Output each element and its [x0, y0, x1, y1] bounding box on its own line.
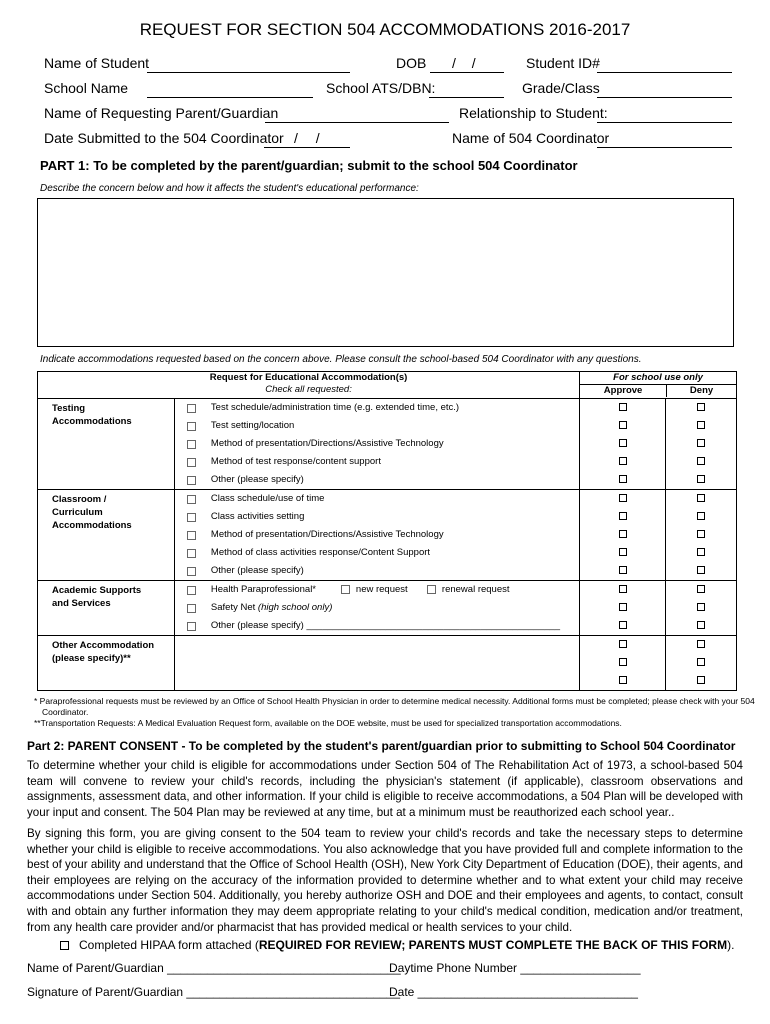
- request-checkbox[interactable]: [187, 476, 196, 485]
- date-submitted-label: Date Submitted to the 504 Coordinator: [44, 130, 284, 146]
- accommodation-item: [175, 490, 579, 508]
- approve-checkbox[interactable]: [619, 603, 627, 611]
- coordinator-label: Name of 504 Coordinator: [452, 130, 610, 146]
- request-checkbox[interactable]: [187, 531, 196, 540]
- deny-checkbox[interactable]: [697, 676, 705, 684]
- consent-paragraph-2: By signing this form, you are giving consent to the 504 team to review your child's records and take the necessary steps to determine whether your child is eligible to receive accommodations. You also acknowledge that you have provided full and complete information to the best of your ability and understand that the Office of School Health (OSH), New York City Department of Education (DOE), their agents, and their employees are relying on the accuracy of the information provided to determine whether and to what extent your child may receive accommodations under Section 504. Additionally, you hereby authorize OSH and DOE and their employees and agents, to contact, consult with and obtain any further information they may deem appropriate relating to your child's medical condition, medication and/or treatment, from any health care provider and/or pharmacist that has provided medical or health services to your child.: [27, 827, 743, 934]
- deny-checkbox[interactable]: [697, 621, 705, 629]
- request-checkbox[interactable]: [187, 495, 196, 504]
- deny-checkbox[interactable]: [697, 530, 705, 538]
- deny-checkbox[interactable]: [697, 457, 705, 465]
- request-checkbox[interactable]: [187, 604, 196, 613]
- dob-label: DOB: [396, 55, 427, 71]
- approve-cell: [580, 617, 665, 635]
- accommodations-table: [37, 371, 737, 691]
- coordinator-field[interactable]: [597, 147, 732, 148]
- approve-checkbox[interactable]: [619, 457, 627, 465]
- parent-name-signature-line[interactable]: Name of Parent/Guardian ___________________________________: [27, 961, 401, 975]
- hipaa-checkbox[interactable]: [60, 941, 69, 950]
- relationship-label: Relationship to Student:: [459, 105, 608, 121]
- accommodation-label: Other (please specify): [210, 474, 304, 485]
- student-name-field[interactable]: [147, 72, 350, 73]
- hipaa-bold: REQUIRED FOR REVIEW; PARENTS MUST COMPLETE THE BACK OF THIS FORM: [258, 938, 728, 952]
- deny-cell: [666, 417, 736, 435]
- footnote-para: * Paraprofessional requests must be reviewed by an Office of School Health Physician in order to determine medical necessity. Additional forms must be completed; please check with your 504: [34, 696, 755, 706]
- deny-cell: [666, 636, 736, 654]
- deny-checkbox[interactable]: [697, 566, 705, 574]
- hipaa-prefix: Completed HIPAA form attached (: [79, 938, 259, 952]
- parent-name-field[interactable]: [265, 122, 449, 123]
- request-checkbox[interactable]: [187, 458, 196, 467]
- accommodation-item: [175, 399, 579, 417]
- parent-name-label: Name of Requesting Parent/Guardian: [44, 105, 279, 121]
- category-row: [38, 490, 737, 581]
- signature-line[interactable]: Signature of Parent/Guardian ________________________________: [27, 985, 400, 999]
- request-checkbox[interactable]: [187, 440, 196, 449]
- request-checkbox[interactable]: [187, 549, 196, 558]
- approve-checkbox[interactable]: [619, 621, 627, 629]
- approve-cell: [580, 636, 665, 654]
- renewal-request-checkbox[interactable]: [427, 585, 436, 594]
- accommodation-item: [175, 581, 579, 599]
- grade-label: Grade/Class: [522, 80, 600, 96]
- accommodation-item: [175, 453, 579, 471]
- approve-checkbox[interactable]: [619, 403, 627, 411]
- approve-cell: [580, 453, 665, 471]
- deny-checkbox[interactable]: [697, 494, 705, 502]
- deny-checkbox[interactable]: [697, 585, 705, 593]
- new-request-label: new request: [355, 584, 408, 595]
- deny-cell: [666, 599, 736, 617]
- accommodation-item: [175, 636, 579, 654]
- approve-checkbox[interactable]: [619, 640, 627, 648]
- date-submitted-slashes: / /: [294, 130, 320, 146]
- accommodation-label: Health Paraprofessional*: [210, 584, 316, 595]
- approve-checkbox[interactable]: [619, 566, 627, 574]
- deny-checkbox[interactable]: [697, 403, 705, 411]
- approve-cell: [580, 599, 665, 617]
- footnote-transport: **Transportation Requests: A Medical Evaluation Request form, available on the DOE website, must be used for specialized transportation accommodations.: [34, 718, 622, 728]
- category-label: Classroom / Curriculum Accommodations: [38, 490, 175, 581]
- accommodation-label: Test setting/location: [210, 420, 295, 431]
- request-checkbox[interactable]: [187, 404, 196, 413]
- accommodation-label: Other (please specify): [210, 565, 304, 576]
- renewal-request-option[interactable]: [427, 581, 510, 599]
- approve-checkbox[interactable]: [619, 658, 627, 666]
- request-checkbox[interactable]: [187, 567, 196, 576]
- accommodation-label: Method of test response/content support: [210, 456, 381, 467]
- accommodation-label: Class activities setting: [210, 511, 305, 522]
- accommodation-label: Class schedule/use of time: [210, 493, 325, 504]
- accommodation-item: [175, 672, 579, 690]
- accommodation-item: [175, 544, 579, 562]
- accommodation-item: [175, 617, 579, 635]
- accommodation-item: [175, 417, 579, 435]
- accommodation-label: Other (please specify) ________________________________________________: [210, 620, 561, 631]
- consent-paragraph-1: To determine whether your child is eligible for accommodations under Section 504 of The Rehabilitation Act of 1973, a school-based 504 team will convene to review your child's records, including the physician's statement (if applicable), classroom observations and assignments, assessment data, and other information. If your child is eligible to receive accommodations, a 504 Plan will be developed with your input and consent. The 504 Plan may be reviewed at any time, but at a minimum must be reauthorized each school year..: [27, 759, 743, 819]
- approve-checkbox[interactable]: [619, 512, 627, 520]
- hipaa-line: [60, 938, 734, 952]
- approve-cell: [580, 581, 665, 599]
- deny-cell: [666, 490, 736, 508]
- deny-cell: [666, 672, 736, 690]
- deny-checkbox[interactable]: [697, 658, 705, 666]
- approve-cell: [580, 544, 665, 562]
- approve-checkbox[interactable]: [619, 494, 627, 502]
- deny-checkbox[interactable]: [697, 512, 705, 520]
- deny-cell: [666, 654, 736, 672]
- accommodation-item: [175, 654, 579, 672]
- category-label: Academic Supports and Services: [38, 581, 175, 636]
- request-checkbox[interactable]: [187, 513, 196, 522]
- header-request-text: Request for Educational Accommodation(s): [209, 372, 408, 383]
- deny-checkbox[interactable]: [697, 421, 705, 429]
- accommodation-label: Method of presentation/Directions/Assistive Technology: [210, 438, 444, 449]
- accommodation-label: Test schedule/administration time (e.g. extended time, etc.): [210, 402, 460, 413]
- approve-cell: [580, 471, 665, 489]
- deny-checkbox[interactable]: [697, 475, 705, 483]
- accommodation-label: Method of class activities response/Content Support: [210, 547, 431, 558]
- deny-header: Deny: [689, 385, 714, 396]
- date-line[interactable]: Date _________________________________: [389, 985, 638, 999]
- header-school-text: For school use only: [580, 372, 736, 385]
- approve-cell: [580, 654, 665, 672]
- deny-checkbox[interactable]: [697, 548, 705, 556]
- deny-cell: [666, 471, 736, 489]
- approve-cell: [580, 526, 665, 544]
- category-label: Testing Accommodations: [38, 399, 175, 490]
- table-header-school: [580, 372, 737, 399]
- approve-cell: [580, 490, 665, 508]
- deny-cell: [666, 399, 736, 417]
- describe-instruction: Describe the concern below and how it affects the student's educational performance:: [40, 183, 419, 194]
- school-name-field[interactable]: [147, 97, 313, 98]
- accommodation-item: [175, 526, 579, 544]
- concern-textbox[interactable]: [37, 198, 734, 347]
- category-row: [38, 636, 737, 691]
- part2-heading: Part 2: PARENT CONSENT - To be completed by the student's parent/guardian prior to submitting to School 504 Coordinator: [27, 739, 736, 753]
- category-label: Other Accommodation (please specify)**: [38, 636, 175, 691]
- approve-checkbox[interactable]: [619, 421, 627, 429]
- deny-cell: [666, 544, 736, 562]
- page-title: REQUEST FOR SECTION 504 ACCOMMODATIONS 2016-2017: [139, 20, 631, 39]
- deny-cell: [666, 526, 736, 544]
- deny-cell: [666, 435, 736, 453]
- deny-cell: [666, 562, 736, 580]
- deny-cell: [666, 617, 736, 635]
- approve-cell: [580, 435, 665, 453]
- approve-checkbox[interactable]: [619, 530, 627, 538]
- new-request-checkbox[interactable]: [341, 585, 350, 594]
- dob-slashes: / /: [452, 55, 476, 71]
- header-check-text: Check all requested:: [265, 384, 352, 395]
- hipaa-suffix: ).: [727, 938, 735, 952]
- request-checkbox[interactable]: [187, 586, 196, 595]
- student-name-label: Name of Student: [44, 55, 150, 71]
- renewal-request-label: renewal request: [441, 584, 510, 595]
- student-id-label: Student ID#: [526, 55, 600, 71]
- approve-cell: [580, 508, 665, 526]
- approve-checkbox[interactable]: [619, 475, 627, 483]
- accommodation-label: Safety Net (high school only): [210, 602, 333, 613]
- grade-field[interactable]: [597, 97, 732, 98]
- student-id-field[interactable]: [597, 72, 732, 73]
- accommodation-item: [175, 562, 579, 580]
- request-checkbox[interactable]: [187, 422, 196, 431]
- accommodation-item: [175, 599, 579, 617]
- dob-field[interactable]: [430, 72, 504, 73]
- request-checkbox[interactable]: [187, 622, 196, 631]
- accommodation-item: [175, 471, 579, 489]
- relationship-field[interactable]: [597, 122, 732, 123]
- accommodation-item: [175, 435, 579, 453]
- deny-checkbox[interactable]: [697, 640, 705, 648]
- approve-checkbox[interactable]: [619, 548, 627, 556]
- deny-cell: [666, 508, 736, 526]
- deny-cell: [666, 453, 736, 471]
- table-header-request: [38, 372, 580, 399]
- footnote-para-cont: Coordinator.: [42, 707, 89, 717]
- accommodation-item: [175, 508, 579, 526]
- school-ats-label: School ATS/DBN:: [326, 80, 436, 96]
- safety-net-note: (high school only): [257, 602, 333, 613]
- approve-cell: [580, 562, 665, 580]
- category-row: [38, 399, 737, 490]
- daytime-phone-line[interactable]: Daytime Phone Number __________________: [389, 961, 641, 975]
- school-name-label: School Name: [44, 80, 129, 96]
- accommodation-label: Method of presentation/Directions/Assistive Technology: [210, 529, 444, 540]
- approve-cell: [580, 399, 665, 417]
- school-ats-field[interactable]: [429, 97, 504, 98]
- approve-checkbox[interactable]: [619, 439, 627, 447]
- approve-cell: [580, 417, 665, 435]
- part1-heading: PART 1: To be completed by the parent/guardian; submit to the school 504 Coordinator: [40, 158, 578, 173]
- approve-header: Approve: [580, 385, 667, 397]
- category-row: [38, 581, 737, 636]
- deny-checkbox[interactable]: [697, 603, 705, 611]
- deny-cell: [666, 581, 736, 599]
- approve-cell: [580, 672, 665, 690]
- date-submitted-field[interactable]: [264, 147, 350, 148]
- deny-checkbox[interactable]: [697, 439, 705, 447]
- approve-checkbox[interactable]: [619, 676, 627, 684]
- new-request-option[interactable]: [341, 581, 408, 599]
- indicate-instruction: Indicate accommodations requested based on the concern above. Please consult the school-based 504 Coordinator with any questions.: [40, 354, 642, 365]
- approve-checkbox[interactable]: [619, 585, 627, 593]
